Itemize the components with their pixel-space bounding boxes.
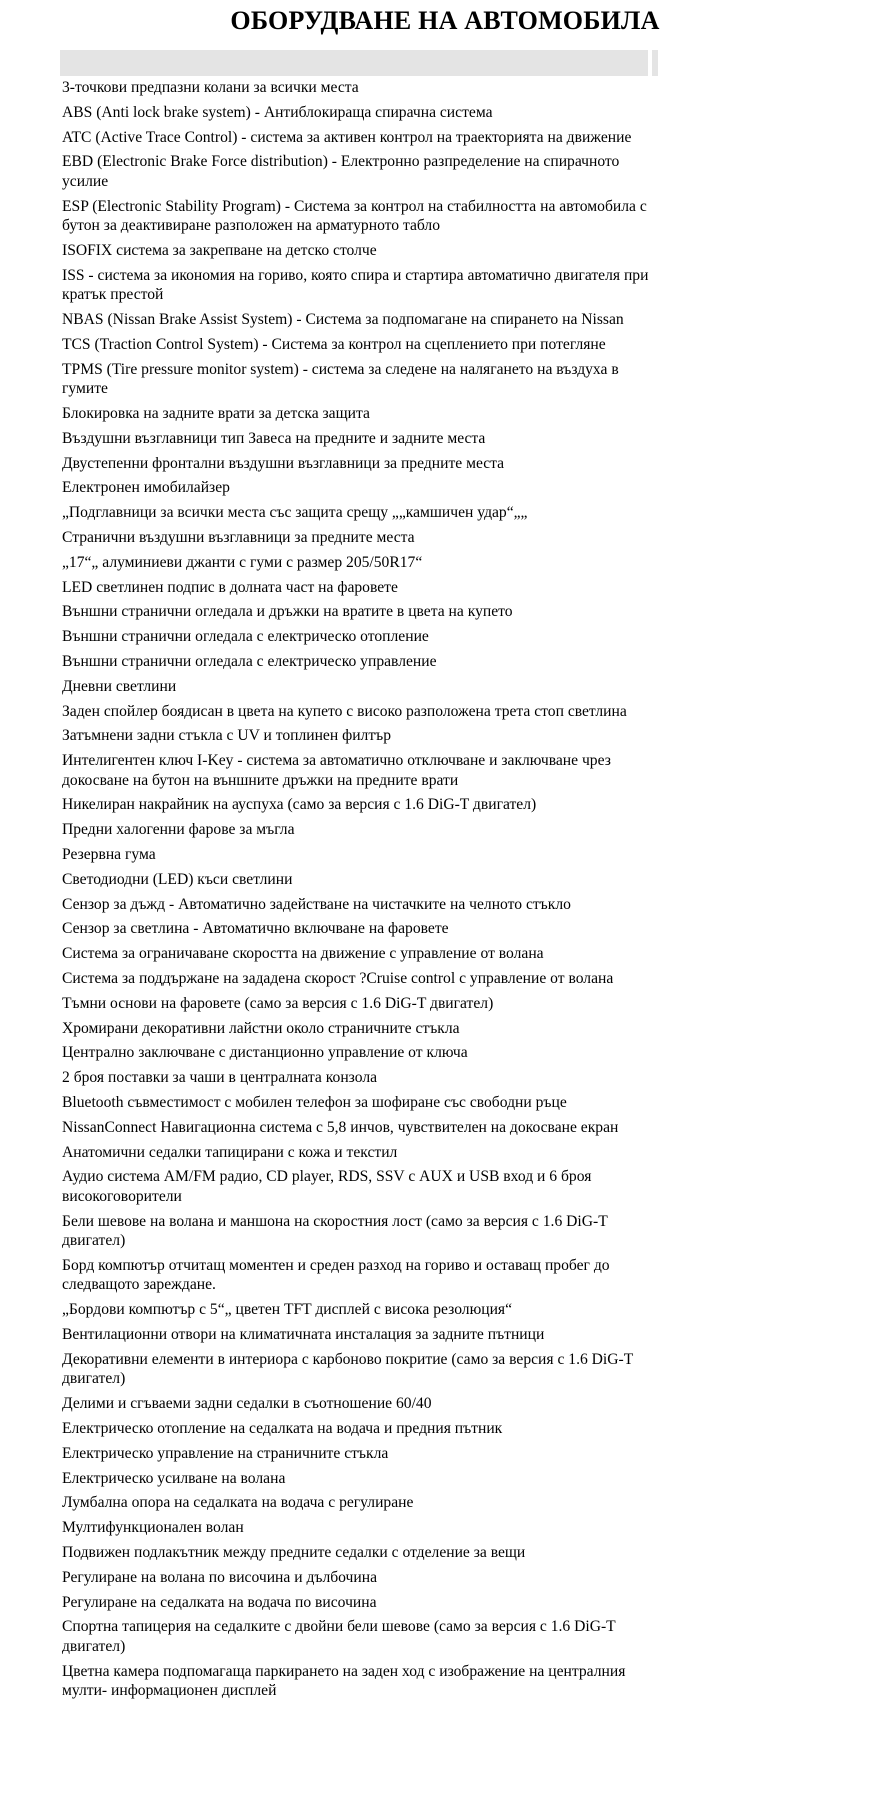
equipment-item: Електрическо отопление на седалката на водача и предния пътник <box>62 1419 503 1437</box>
equipment-item: LED светлинен подпис в долната част на фаровете <box>62 578 398 596</box>
equipment-item: Спортна тапицерия на седалките с двойни бели шевове (само за версия с 1.6 DiG-T двигател) <box>62 1618 616 1655</box>
equipment-item: Електрическо усилване на волана <box>62 1469 286 1487</box>
equipment-item: ISOFIX система за закрепване на детско столче <box>62 241 377 259</box>
equipment-item: Затъмнени задни стъкла с UV и топлинен филтър <box>62 727 392 745</box>
equipment-item: Бели шевове на волана и маншона на скоростния лост (само за версия с 1.6 DiG-T двигател) <box>62 1212 608 1250</box>
equipment-item: TPMS (Tire pressure monitor system) - система за следене на налягането на въздуха в гумите <box>62 360 619 398</box>
equipment-item: Външни странични огледала и дръжки на вратите в цвета на купето <box>62 603 513 621</box>
equipment-item: Делими и сгъваеми задни седалки в съотношение 60/40 <box>62 1395 432 1413</box>
equipment-item: „Бордови компютър с 5“„ цветен TFT дисплей с висока резолюция“ <box>62 1301 513 1319</box>
equipment-item: Система за ограничаване скоростта на движение с управление от волана <box>62 945 544 963</box>
equipment-item: TCS (Traction Control System) - Система за контрол на сцеплението при потегляне <box>62 335 606 353</box>
equipment-item: Подвижен подлакътник между предните седалки с отделение за вещи <box>62 1543 526 1561</box>
equipment-item: Хромирани декоративни лайстни около страничните стъкла <box>62 1019 460 1037</box>
equipment-item: NBAS (Nissan Brake Assist System) - Система за подпомагане на спирането на Nissan <box>62 311 624 329</box>
equipment-item: Външни странични огледала с електрическо отопление <box>62 628 429 646</box>
equipment-item: Заден спойлер боядисан в цвета на купето с високо разположена трета стоп светлина <box>62 702 627 720</box>
equipment-item: Въздушни възглавници тип Завеса на предните и задните места <box>62 429 486 447</box>
equipment-item: Декоративни елементи в интериора с карбоново покритие (само за версия с 1.6 DiG-T двигател) <box>62 1350 633 1388</box>
equipment-item: Никелиран накрайник на ауспуха (само за версия с 1.6 DiG-T двигател) <box>62 796 537 814</box>
equipment-item: EBD (Electronic Brake Force distribution) - Електронно разпределение на спирачното усилие <box>62 153 620 190</box>
equipment-item: Странични въздушни възглавници за предните места <box>62 528 415 546</box>
equipment-item: Система за поддържане на зададена скорост ?Cruise control с управление от волана <box>62 970 614 987</box>
equipment-item: Борд компютър отчитащ моментен и среден разход на гориво и оставащ пробег до следващото зареждане. <box>62 1256 610 1294</box>
equipment-item: ESP (Electronic Stability Program) - Система за контрол на стабилността на автомобила с бутон за деактивиране разположен на арматурното табло <box>62 197 647 235</box>
equipment-item: ABS (Anti lock brake system) - Антиблокираща спирачна система <box>62 103 493 121</box>
equipment-item: NissanConnect Навигационна система с 5,8 инчов, чувствителен на докосване екран <box>62 1118 619 1136</box>
equipment-item: Дневни светлини <box>62 677 177 695</box>
equipment-item: Електронен имобилайзер <box>62 479 230 497</box>
equipment-item: Блокировка на задните врати за детска защита <box>62 404 370 422</box>
equipment-item: Резервна гума <box>62 846 156 864</box>
equipment-item: Външни странични огледала с електрическо управление <box>62 652 437 670</box>
equipment-item: Аудио система AM/FM радио, CD player, RDS, SSV с AUX и USB вход и 6 броя високоговорители <box>62 1168 592 1205</box>
equipment-item: Сензор за светлина - Автоматично включване на фаровете <box>62 920 449 938</box>
equipment-list <box>62 78 662 1706</box>
equipment-item: Предни халогенни фарове за мъгла <box>62 821 295 839</box>
equipment-item: Регулиране на волана по височина и дълбочина <box>62 1568 378 1586</box>
equipment-item: Тъмни основи на фаровете (само за версия с 1.6 DiG-T двигател) <box>62 994 494 1012</box>
equipment-item: ATC (Active Trace Control) - система за активен контрол на траекторията на движение <box>62 128 632 146</box>
equipment-item: Интелигентен ключ I-Key - система за автоматично отключване и заключване чрез докосване на бутон на външните дръжки на предните врати <box>62 752 611 789</box>
equipment-item: 2 броя поставки за чаши в централната конзола <box>62 1069 378 1087</box>
equipment-item: Анатомични седалки тапицирани с кожа и текстил <box>62 1143 398 1161</box>
equipment-item: „Подглавници за всички места със защита срещу „„камшичен удар“„„ <box>62 504 528 522</box>
equipment-item: Регулиране на седалката на водача по височина <box>62 1593 377 1611</box>
equipment-item: „17“„ алуминиеви джанти с гуми с размер 205/50R17“ <box>62 553 423 571</box>
header-bar-end <box>652 50 658 76</box>
equipment-item: ISS - система за икономия на гориво, която спира и стартира автоматично двигателя при кратък престой <box>62 266 649 304</box>
page-title: ОБОРУДВАНЕ НА АВТОМОБИЛА <box>230 6 660 35</box>
equipment-item: Мултифункционален волан <box>62 1519 244 1537</box>
equipment-item: Сензор за дъжд - Автоматично задействане на чистачките на челното стъкло <box>62 895 571 913</box>
equipment-item: Централно заключване с дистанционно управление от ключа <box>62 1044 468 1062</box>
header-bar <box>60 50 658 76</box>
equipment-item: Електрическо управление на страничните стъкла <box>62 1444 389 1462</box>
equipment-item: Двустепенни фронтални въздушни възглавници за предните места <box>62 454 505 472</box>
equipment-item: Цветна камера подпомагаща паркирането на заден ход с изображение на централния мулти- информационен дисплей <box>62 1662 626 1700</box>
equipment-item: Светодиодни (LED) къси светлини <box>62 870 293 888</box>
equipment-item: Bluetooth съвместимост с мобилен телефон за шофиране със свободни ръце <box>62 1093 567 1111</box>
equipment-item: 3-точкови предпазни колани за всички места <box>62 79 359 96</box>
equipment-item: Лумбална опора на седалката на водача с регулиране <box>62 1494 414 1512</box>
equipment-item: Вентилационни отвори на климатичната инсталация за задните пътници <box>62 1326 545 1344</box>
